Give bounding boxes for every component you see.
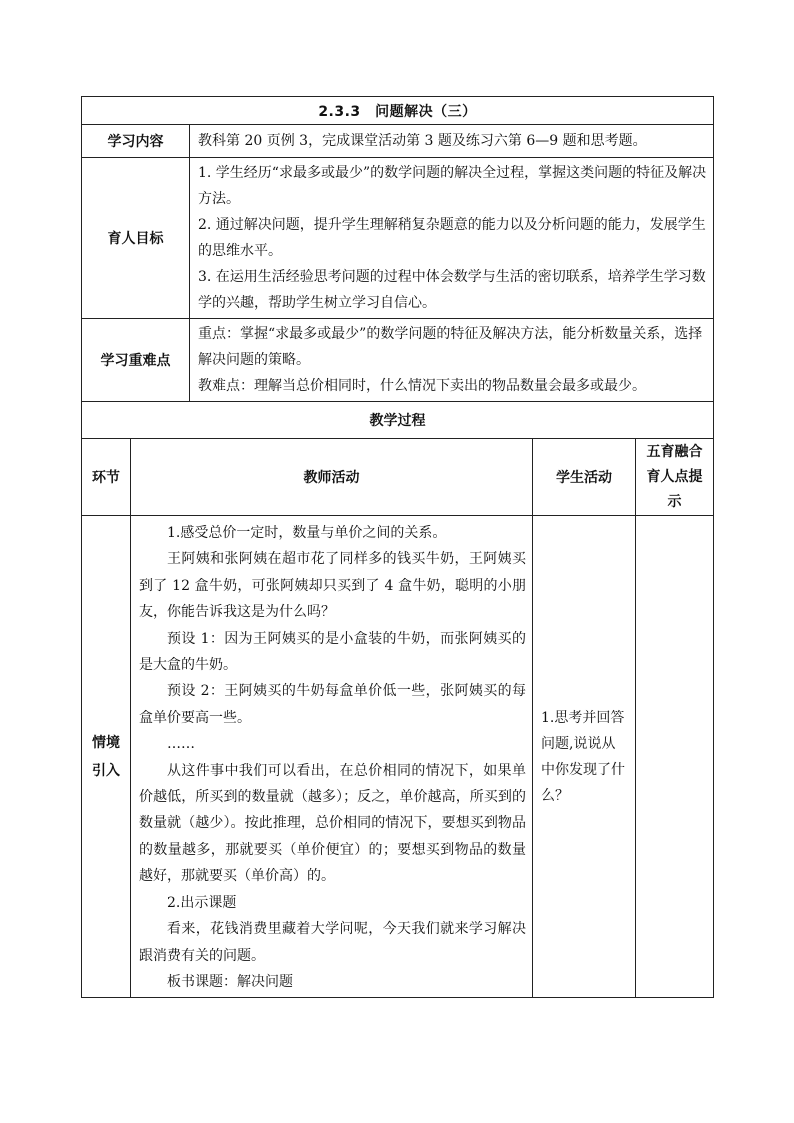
- goals-text: [190, 158, 714, 319]
- header-tips: 五育融合育人点提示: [636, 439, 714, 516]
- key-point-item: 教难点：理解当总价相同时，什么情况下卖出的物品数量会最多或最少。: [198, 378, 646, 394]
- content-text: 教科第 20 页例 3，完成课堂活动第 3 题及练习六第 6—9 题和思考题。: [190, 125, 714, 158]
- tips-cell: [636, 516, 714, 998]
- teacher-paragraph: 2.出示课题: [167, 894, 237, 911]
- content-label: 学习内容: [82, 125, 190, 158]
- key-point-item: 重点：掌握“求最多或最少”的数学问题的特征及解决方法，能分析数量关系，选择解决问题的策略。: [198, 326, 703, 368]
- teacher-paragraph: 板书课题：解决问题: [167, 973, 293, 990]
- teacher-paragraph: 从这件事中我们可以看出，在总价相同的情况下，如果单价越低，所买到的数量就（越多）；反之，单价越高，所买到的数量就（越少）。按此推理，总价相同的情况下，要想买到物品的数量越多，那就要买（单价便宜）的；要想买到物品的数量越好，那就要买（单价高）的。: [139, 762, 526, 885]
- header-teacher: 教师活动: [131, 439, 533, 516]
- teacher-paragraph: 预设 2：王阿姨买的牛奶每盒单价低一些，张阿姨买的每盒单价要高一些。: [139, 683, 526, 726]
- lesson-title: 2.3.3 问题解决（三）: [82, 97, 714, 125]
- goal-item: 3. 在运用生活经验思考问题的过程中体会数学与生活的密切联系，培养学生学习数学的兴趣，帮助学生树立学习自信心。: [198, 269, 706, 311]
- goal-item: 2. 通过解决问题，提升学生理解稍复杂题意的能力以及分析问题的能力，发展学生的思维水平。: [198, 217, 706, 259]
- teacher-paragraph: 预设 1：因为王阿姨买的是小盒装的牛奶，而张阿姨买的是大盒的牛奶。: [139, 630, 526, 674]
- goal-item: 1. 学生经历“求最多或最少”的数学问题的解决全过程，掌握这类问题的特征及解决方法。: [198, 165, 707, 207]
- teacher-paragraph: 看来，花钱消费里藏着大学问呢，今天我们就来学习解决跟消费有关的问题。: [139, 921, 526, 964]
- lesson-plan-table: [81, 96, 714, 998]
- process-title: 教学过程: [82, 402, 714, 439]
- key-points-text: [190, 319, 714, 402]
- teacher-paragraph: 1.感受总价一定时，数量与单价之间的关系。: [167, 525, 447, 541]
- key-points-label: 学习重难点: [82, 319, 190, 402]
- header-student: 学生活动: [533, 439, 636, 516]
- stage-name: 情境引入: [82, 516, 131, 998]
- teacher-paragraph: ……: [167, 736, 195, 753]
- goals-label: 育人目标: [82, 158, 190, 319]
- teacher-activity: [131, 516, 533, 998]
- student-activity: 1.思考并回答问题,说说从中你发现了什么？: [533, 516, 636, 998]
- header-stage: 环节: [82, 439, 131, 516]
- teacher-paragraph: 王阿姨和张阿姨在超市花了同样多的钱买牛奶，王阿姨买到了 12 盒牛奶，可张阿姨却只买到了 4 盒牛奶，聪明的小朋友，你能告诉我这是为什么吗？: [139, 551, 526, 621]
